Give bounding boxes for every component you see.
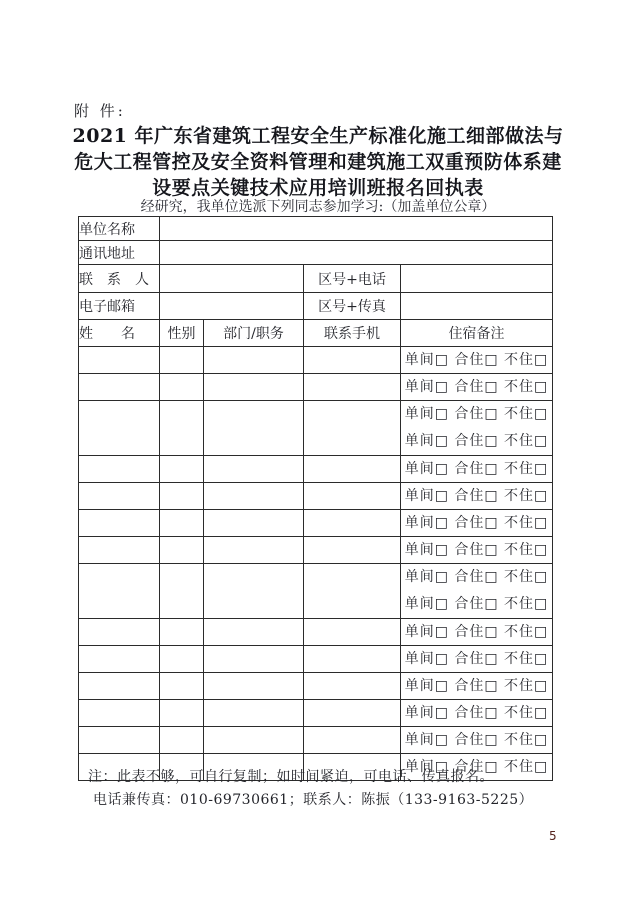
email-value-cell [160,293,304,320]
department-cell [204,646,304,673]
lodging-cell [401,401,553,456]
lodging-options: 单间□ 合住□ 不住□ [404,433,549,449]
name-cell [79,537,160,564]
table-row [79,646,553,673]
lodging-options: 单间□ 合住□ 不住□ [404,461,549,477]
name-cell [79,347,160,374]
department-cell [204,347,304,374]
gender-cell [160,510,204,537]
field-label-address: 通讯地址 [79,241,160,265]
field-label-contact-person: 联 系 人 [79,265,160,293]
field-label-unit-name: 单位名称 [79,217,160,241]
gender-cell [160,347,204,374]
lodging-cell [401,564,553,619]
lodging-cell [401,374,553,401]
table-row [79,456,553,483]
gender-cell [160,483,204,510]
table-row [79,700,553,727]
address-value-cell [160,241,553,265]
lodging-cell [401,456,553,483]
lodging-options: 单间□ 合住□ 不住□ [404,406,549,422]
department-cell [204,401,304,456]
page-title [0,123,636,201]
phone-value-cell [401,265,553,293]
footer-notes [88,766,533,812]
title-line-1: 2021 年广东省建筑工程安全生产标准化施工细部做法与 [72,125,564,147]
lodging-options: 单间□ 合住□ 不住□ [404,379,549,395]
row-unit-name [79,217,553,241]
mobile-cell [304,646,401,673]
column-header-name: 姓 名 [79,320,160,347]
gender-cell [160,727,204,754]
table-body [79,347,553,781]
lodging-options: 单间□ 合住□ 不住□ [404,624,549,640]
gender-cell [160,537,204,564]
lodging-options: 单间□ 合住□ 不住□ [404,759,549,775]
lodging-options: 单间□ 合住□ 不住□ [404,515,549,531]
mobile-cell [304,700,401,727]
gender-cell [160,401,204,456]
name-cell [79,700,160,727]
name-cell [79,401,160,456]
unit-name-value-cell [160,217,553,241]
department-cell [204,619,304,646]
name-cell [79,619,160,646]
lodging-options: 单间□ 合住□ 不住□ [404,651,549,667]
department-cell [204,727,304,754]
gender-cell [160,673,204,700]
mobile-cell [304,564,401,619]
table-row [79,401,553,456]
gender-cell [160,646,204,673]
department-cell [204,700,304,727]
table-row [79,564,553,619]
note-line-1: 注：此表不够，可自行复制；如时间紧迫，可电话、传真报名。 [88,769,494,785]
column-header-mobile: 联系手机 [304,320,401,347]
gender-cell [160,456,204,483]
lodging-cell [401,537,553,564]
registration-table [78,216,553,781]
column-header-department: 部门/职务 [204,320,304,347]
table-row [79,347,553,374]
row-address [79,241,553,265]
gender-cell [160,619,204,646]
lodging-options: 单间□ 合住□ 不住□ [404,569,549,585]
gender-cell [160,700,204,727]
mobile-cell [304,537,401,564]
lodging-options: 单间□ 合住□ 不住□ [404,705,549,721]
mobile-cell [304,727,401,754]
lodging-cell [401,646,553,673]
field-label-area-code-phone: 区号+电话 [304,265,401,293]
gender-cell [160,374,204,401]
note-line-2: 电话兼传真：010-69730661；联系人：陈振（133-9163-5225） [93,792,534,808]
row-email [79,293,553,320]
lodging-options: 单间□ 合住□ 不住□ [404,542,549,558]
mobile-cell [304,510,401,537]
column-header-lodging: 住宿备注 [401,320,553,347]
lodging-options: 单间□ 合住□ 不住□ [404,352,549,368]
mobile-cell [304,347,401,374]
department-cell [204,564,304,619]
name-cell [79,564,160,619]
lodging-cell [401,347,553,374]
table-row [79,483,553,510]
title-line-3: 设要点关键技术应用培训班报名回执表 [152,177,484,199]
page-number: 5 [549,829,557,843]
attachment-label: 附 件: [74,102,126,120]
lodging-options: 单间□ 合住□ 不住□ [404,488,549,504]
mobile-cell [304,673,401,700]
mobile-cell [304,374,401,401]
contact-person-value-cell [160,265,304,293]
table-row [79,619,553,646]
name-cell [79,646,160,673]
table-row [79,673,553,700]
gender-cell [160,564,204,619]
row-contact [79,265,553,293]
table-row [79,374,553,401]
row-column-headers [79,320,553,347]
department-cell [204,483,304,510]
lodging-cell [401,510,553,537]
table-row [79,510,553,537]
subtitle: 经研究，我单位选派下列同志参加学习:（加盖单位公章） [140,199,496,215]
name-cell [79,456,160,483]
lodging-options: 单间□ 合住□ 不住□ [404,596,549,612]
mobile-cell [304,619,401,646]
lodging-cell [401,700,553,727]
department-cell [204,456,304,483]
name-cell [79,727,160,754]
mobile-cell [304,456,401,483]
lodging-options: 单间□ 合住□ 不住□ [404,732,549,748]
lodging-options: 单间□ 合住□ 不住□ [404,678,549,694]
name-cell [79,673,160,700]
department-cell [204,374,304,401]
department-cell [204,537,304,564]
department-cell [204,673,304,700]
field-label-area-code-fax: 区号+传真 [304,293,401,320]
fax-value-cell [401,293,553,320]
name-cell [79,483,160,510]
name-cell [79,374,160,401]
table-row [79,727,553,754]
mobile-cell [304,483,401,510]
lodging-cell [401,483,553,510]
lodging-cell [401,727,553,754]
table-row [79,537,553,564]
column-header-gender: 性别 [160,320,204,347]
lodging-cell [401,673,553,700]
lodging-cell [401,619,553,646]
mobile-cell [304,401,401,456]
field-label-email: 电子邮箱 [79,293,160,320]
name-cell [79,510,160,537]
title-line-2: 危大工程管控及安全资料管理和建筑施工双重预防体系建 [74,151,562,173]
department-cell [204,510,304,537]
